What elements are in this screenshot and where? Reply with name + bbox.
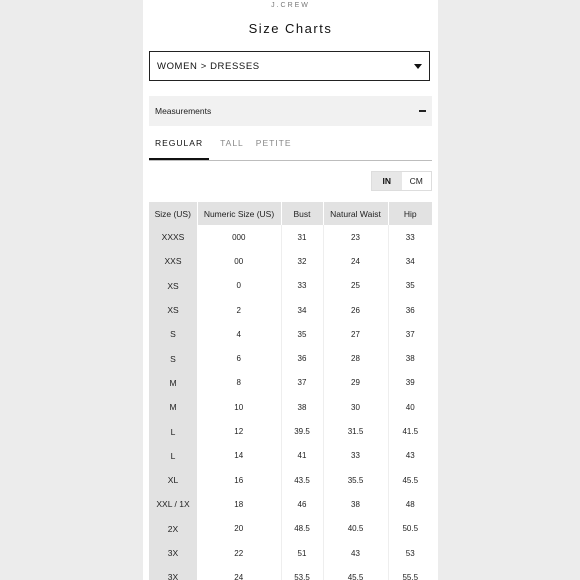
table-cell: 35.5	[323, 468, 388, 492]
table-cell: XS	[149, 274, 197, 298]
table-cell: 46	[281, 492, 323, 516]
table-cell: 0	[197, 274, 281, 298]
column-header: Numeric Size (US)	[197, 202, 281, 225]
tab-petite[interactable]: PETITE	[255, 138, 292, 148]
table-cell: 34	[405, 256, 415, 266]
table-cell: 35	[281, 322, 323, 346]
table-cell: 45.5	[402, 475, 419, 485]
table-row	[149, 419, 432, 443]
table-cell: 48	[405, 499, 415, 509]
column-header: Natural Waist	[323, 202, 388, 225]
table-row	[149, 468, 432, 492]
table-cell: 29	[323, 371, 388, 395]
size-table	[149, 202, 432, 580]
table-cell: 4	[197, 322, 281, 346]
table-row	[149, 492, 432, 516]
chevron-down-icon	[414, 64, 422, 69]
table-cell: 41	[281, 444, 323, 468]
table-cell: 12	[197, 419, 281, 443]
table-cell: 24	[197, 565, 281, 580]
table-cell: 38	[405, 354, 415, 364]
table-row	[149, 395, 432, 419]
table-cell: L	[149, 419, 197, 443]
table-cell: 3X	[149, 541, 197, 565]
table-cell: 43.5	[281, 468, 323, 492]
tab-regular[interactable]: REGULAR	[149, 136, 209, 160]
table-cell: 33	[281, 274, 323, 298]
table-cell: 27	[323, 322, 388, 346]
table-cell: 18	[197, 492, 281, 516]
table-cell: 2X	[149, 517, 197, 541]
table-cell: 16	[197, 468, 281, 492]
table-cell: 53.5	[281, 565, 323, 580]
table-row	[149, 249, 432, 273]
table-cell: 00	[197, 249, 281, 273]
table-cell: 36	[405, 305, 415, 315]
table-cell: S	[149, 346, 197, 370]
table-cell: 31.5	[323, 419, 388, 443]
table-cell: 25	[323, 274, 388, 298]
table-cell: 3X	[149, 565, 197, 580]
column-header: Size (US)	[149, 202, 197, 225]
table-row	[149, 541, 432, 565]
table-cell: 33	[323, 444, 388, 468]
table-cell: XXL / 1X	[149, 492, 197, 516]
brand-logo[interactable]: J.CREW	[271, 2, 310, 9]
table-cell: L	[149, 444, 197, 468]
table-cell: 28	[323, 346, 388, 370]
table-row	[149, 444, 432, 468]
table-cell: 8	[197, 371, 281, 395]
table-cell: 37	[405, 329, 415, 339]
table-row	[149, 371, 432, 395]
category-select-value: WOMEN > DRESSES	[157, 60, 260, 72]
table-cell: 26	[323, 298, 388, 322]
fit-tabs	[149, 136, 432, 161]
table-cell: 24	[323, 249, 388, 273]
table-cell: 22	[197, 541, 281, 565]
table-cell: 38	[323, 492, 388, 516]
tab-tall[interactable]: TALL	[220, 138, 244, 148]
table-cell: 30	[323, 395, 388, 419]
table-cell: 000	[197, 225, 281, 249]
table-cell: M	[149, 395, 197, 419]
unit-cm-button[interactable]: CM	[409, 176, 423, 186]
table-cell: XL	[149, 468, 197, 492]
table-row	[149, 346, 432, 370]
table-cell: XXS	[149, 249, 197, 273]
table-cell: 50.5	[402, 524, 419, 534]
table-cell: 31	[281, 225, 323, 249]
table-cell: 14	[197, 444, 281, 468]
table-cell: 45.5	[323, 565, 388, 580]
size-chart-page	[143, 0, 438, 580]
table-cell: 51	[281, 541, 323, 565]
table-cell: 41.5	[402, 427, 419, 437]
table-cell: 43	[323, 541, 388, 565]
table-row	[149, 322, 432, 346]
category-select[interactable]	[149, 51, 430, 81]
table-cell: 10	[197, 395, 281, 419]
table-cell: 23	[323, 225, 388, 249]
column-header: Hip	[388, 202, 432, 225]
table-cell: 39.5	[281, 419, 323, 443]
collapse-icon	[419, 110, 426, 112]
table-cell: 38	[281, 395, 323, 419]
table-cell: XXXS	[149, 225, 197, 249]
table-row	[149, 274, 432, 298]
table-cell: M	[149, 371, 197, 395]
table-row	[149, 517, 432, 541]
table-cell: 34	[281, 298, 323, 322]
table-row	[149, 565, 432, 580]
table-cell: 6	[197, 346, 281, 370]
table-cell: 32	[281, 249, 323, 273]
table-cell: 43	[405, 451, 415, 461]
table-cell: 20	[197, 517, 281, 541]
table-cell: 48.5	[281, 517, 323, 541]
unit-in-button[interactable]: IN	[372, 172, 402, 190]
table-cell: 2	[197, 298, 281, 322]
table-cell: 53	[405, 548, 415, 558]
table-cell: 37	[281, 371, 323, 395]
table-cell: 40.5	[323, 517, 388, 541]
table-row	[149, 225, 432, 249]
accordion-label: Measurements	[155, 106, 212, 116]
table-cell: 55.5	[402, 572, 419, 580]
page-title: Size Charts	[248, 21, 333, 36]
table-cell: 39	[405, 378, 415, 388]
measurements-accordion[interactable]	[149, 96, 432, 126]
table-cell: 35	[405, 281, 415, 291]
table-cell: 36	[281, 346, 323, 370]
unit-toggle	[371, 171, 432, 191]
table-header-row	[149, 202, 432, 225]
table-cell: S	[149, 322, 197, 346]
table-cell: 40	[405, 402, 415, 412]
table-cell: XS	[149, 298, 197, 322]
table-row	[149, 298, 432, 322]
column-header: Bust	[281, 202, 323, 225]
table-cell: 33	[405, 232, 415, 242]
